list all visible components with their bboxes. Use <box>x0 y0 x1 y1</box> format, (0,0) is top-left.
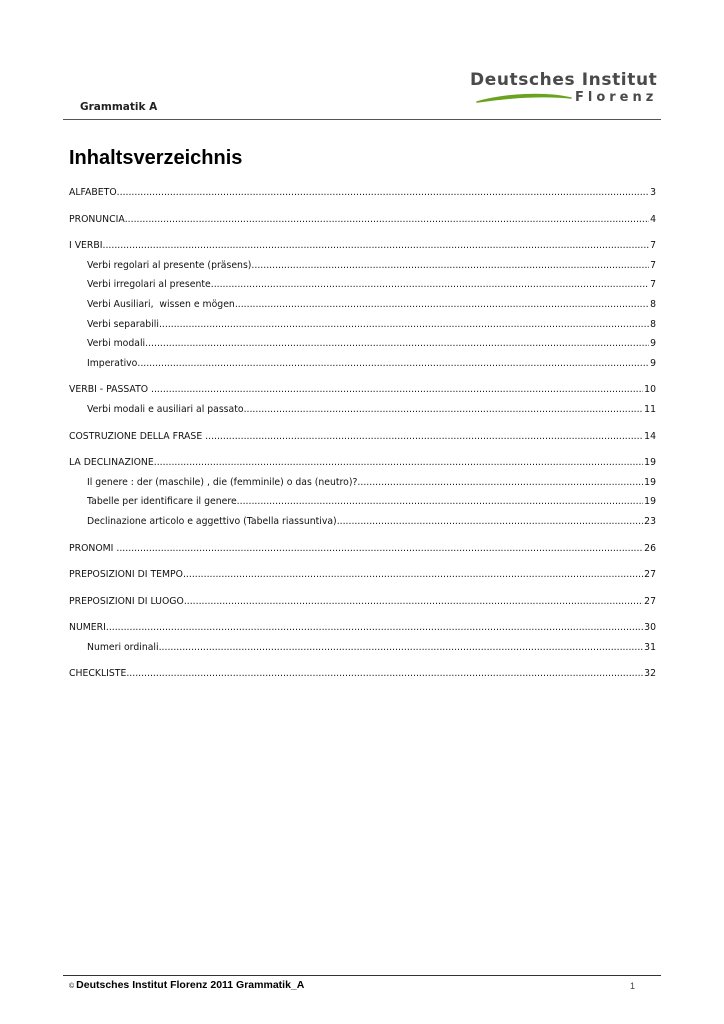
toc-dot-leader <box>117 186 649 199</box>
logo-swoosh-icon <box>475 91 575 105</box>
toc-entry-page: 8 <box>650 318 656 330</box>
toc-entry-page: 7 <box>650 240 656 252</box>
toc-entry[interactable] <box>69 357 656 370</box>
toc-entry-page: 30 <box>644 622 656 634</box>
logo-line2: Florenz <box>575 90 658 105</box>
toc-entry-title: Verbi Ausiliari, wissen e mögen <box>87 298 235 310</box>
toc-entry-title: PREPOSIZIONI DI LUOGO <box>69 595 184 607</box>
toc-entry-title: Tabelle per identificare il genere <box>87 496 237 508</box>
toc-entry[interactable] <box>69 542 656 555</box>
toc-entry-title: ALFABETO <box>69 187 117 198</box>
toc-entry-title: PREPOSIZIONI DI TEMPO <box>69 569 183 581</box>
toc-entry-title: Verbi modali e ausiliari al passato <box>87 403 244 415</box>
toc-dot-leader <box>126 667 643 680</box>
toc-entry[interactable] <box>69 213 656 226</box>
toc-entry[interactable] <box>69 318 656 331</box>
toc-dot-leader <box>357 476 643 489</box>
toc-entry[interactable] <box>69 667 656 680</box>
institute-logo <box>470 70 658 112</box>
toc-entry-title: CHECKLISTE <box>69 668 127 680</box>
toc-dot-leader <box>106 621 643 634</box>
footer-label: Deutsches Institut Florenz 2011 Grammatik_A <box>76 979 305 991</box>
toc-entry-title: Imperativo <box>87 357 138 369</box>
toc-entry-title: I VERBI <box>69 240 103 252</box>
toc-entry-title: PRONUNCIA <box>69 213 125 225</box>
toc-entry-title: Verbi separabili <box>87 318 159 330</box>
toc-entry-page: 27 <box>644 595 656 607</box>
toc-entry-title: NUMERI <box>69 622 106 634</box>
toc-entry-page: 19 <box>644 496 656 508</box>
toc-dot-leader <box>159 318 649 331</box>
logo-line1: Deutsches Institut <box>470 70 658 90</box>
toc-entry-page: 7 <box>650 279 656 291</box>
toc-entry[interactable] <box>69 239 656 252</box>
toc-dot-leader <box>237 495 643 508</box>
toc-entry[interactable] <box>69 298 656 311</box>
toc-entry-page: 32 <box>644 668 656 680</box>
toc-entry-page: 23 <box>644 515 656 527</box>
header-title: Grammatik A <box>80 101 158 113</box>
footer-page-number: 1 <box>630 981 636 991</box>
toc-entry-title: Verbi regolari al presente (präsens) <box>87 259 252 271</box>
toc-entry-page: 7 <box>650 259 656 271</box>
toc-dot-leader <box>211 278 649 291</box>
toc-entry[interactable] <box>69 515 656 528</box>
toc-entry-page: 9 <box>650 338 656 350</box>
toc-heading: Inhaltsverzeichnis <box>69 147 243 169</box>
toc-entry-page: 31 <box>644 641 656 653</box>
toc-entry-page: 19 <box>644 457 656 469</box>
toc-dot-leader <box>125 213 649 226</box>
toc-entry-page: 27 <box>644 569 656 581</box>
toc-entry-page: 19 <box>644 476 656 488</box>
toc-entry[interactable] <box>69 259 656 272</box>
toc-dot-leader <box>183 568 643 581</box>
toc-entry-page: 9 <box>650 357 656 369</box>
toc-entry-title: Verbi modali <box>87 338 146 350</box>
toc-entry[interactable] <box>69 430 656 443</box>
table-of-contents <box>69 186 656 680</box>
toc-entry-title: Numeri ordinali <box>87 641 159 653</box>
toc-dot-leader <box>235 298 649 311</box>
toc-entry-page: 11 <box>644 403 656 415</box>
toc-entry-title: LA DECLINAZIONE <box>69 457 154 469</box>
toc-entry-page: 10 <box>644 384 656 396</box>
toc-entry-page: 3 <box>650 187 656 198</box>
toc-entry-title: COSTRUZIONE DELLA FRASE <box>69 430 206 442</box>
header-divider <box>63 119 661 120</box>
toc-entry[interactable] <box>69 278 656 291</box>
toc-entry-title: Declinazione articolo e aggettivo (Tabella riassuntiva) <box>87 515 337 527</box>
toc-entry-page: 26 <box>644 542 656 554</box>
toc-entry[interactable] <box>69 403 656 416</box>
footer-divider <box>63 975 661 976</box>
toc-dot-leader <box>151 383 643 396</box>
toc-dot-leader <box>337 515 643 528</box>
toc-entry-title: PRONOMI <box>69 542 117 554</box>
toc-dot-leader <box>244 403 644 416</box>
toc-dot-leader <box>251 259 649 272</box>
toc-entry[interactable] <box>69 641 656 654</box>
toc-entry[interactable] <box>69 186 656 199</box>
toc-entry[interactable] <box>69 383 656 396</box>
toc-dot-leader <box>154 456 643 469</box>
toc-entry-title: Verbi irregolari al presente <box>87 279 211 291</box>
toc-dot-leader <box>116 542 643 555</box>
toc-dot-leader <box>159 641 644 654</box>
toc-dot-leader <box>137 357 649 370</box>
toc-entry[interactable] <box>69 495 656 508</box>
toc-dot-leader <box>145 337 649 350</box>
toc-entry-page: 8 <box>650 298 656 310</box>
toc-entry-title: Il genere : der (maschile) , die (femminile) o das (neutro)? <box>87 476 358 488</box>
toc-entry-page: 4 <box>650 213 656 225</box>
toc-entry[interactable] <box>69 621 656 634</box>
toc-entry[interactable] <box>69 337 656 350</box>
toc-dot-leader <box>184 595 643 608</box>
toc-entry-title: VERBI - PASSATO <box>69 384 152 396</box>
toc-entry[interactable] <box>69 595 656 608</box>
toc-entry-page: 14 <box>644 430 656 442</box>
toc-dot-leader <box>103 239 650 252</box>
toc-dot-leader <box>205 430 643 443</box>
toc-entry[interactable] <box>69 568 656 581</box>
toc-entry[interactable] <box>69 456 656 469</box>
copyright-symbol: © <box>69 983 75 990</box>
footer-text <box>69 979 304 991</box>
toc-entry[interactable] <box>69 476 656 489</box>
